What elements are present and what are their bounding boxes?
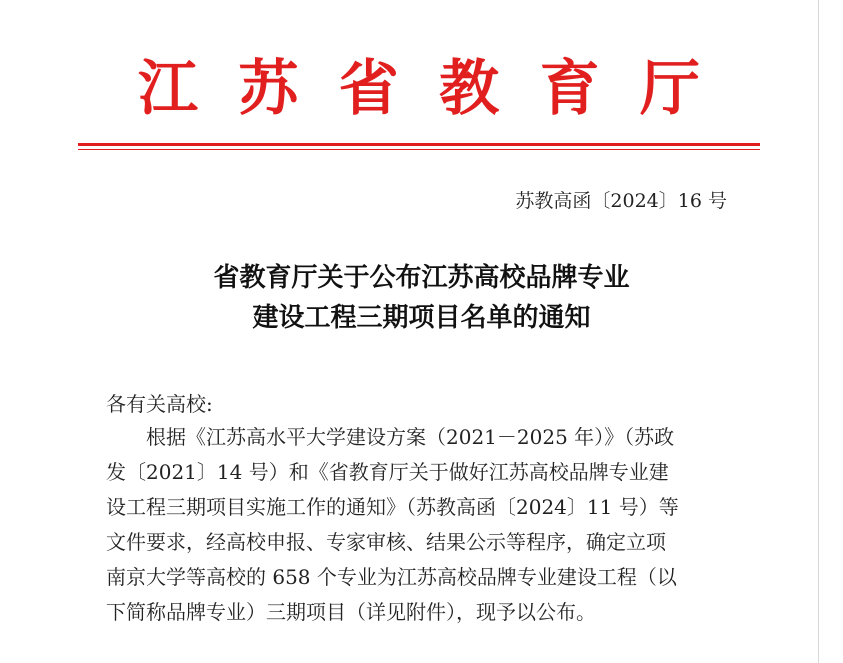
letterhead-rule-thick <box>78 143 760 146</box>
body-line: 南京大学等高校的 658 个专业为江苏高校品牌专业建设工程（以 <box>106 565 677 589</box>
letterhead-char: 省 <box>338 54 399 124</box>
document-title-line: 建设工程三期项目名单的通知 <box>252 303 591 333</box>
document-title-line: 省教育厅关于公布江苏高校品牌专业 <box>213 263 630 293</box>
body-paragraph <box>106 420 738 630</box>
salutation: 各有关高校: <box>106 392 213 416</box>
document-title <box>0 258 843 338</box>
letterhead-char: 育 <box>539 54 600 124</box>
body-line: 文件要求，经高校申报、专家审核、结果公示等程序，确定立项 <box>106 530 666 554</box>
letterhead-rule-thin <box>78 149 760 150</box>
letterhead-char: 教 <box>439 54 500 124</box>
body-line: 设工程三期项目实施工作的通知》（苏教高函〔2024〕11 号）等 <box>106 495 679 519</box>
body-line: 发〔2021〕14 号）和《省教育厅关于做好江苏高校品牌专业建 <box>106 460 669 484</box>
body-line: 下简称品牌专业）三期项目（详见附件），现予以公布。 <box>106 600 596 624</box>
document-number: 苏教高函〔2024〕16 号 <box>515 190 727 212</box>
body-line: 根据《江苏高水平大学建设方案（2021－2025 年）》（苏政 <box>146 425 675 449</box>
letterhead-char: 江 <box>138 54 198 124</box>
letterhead-char: 苏 <box>238 54 299 124</box>
letterhead-title <box>78 44 760 124</box>
letterhead-char: 厅 <box>639 54 700 124</box>
